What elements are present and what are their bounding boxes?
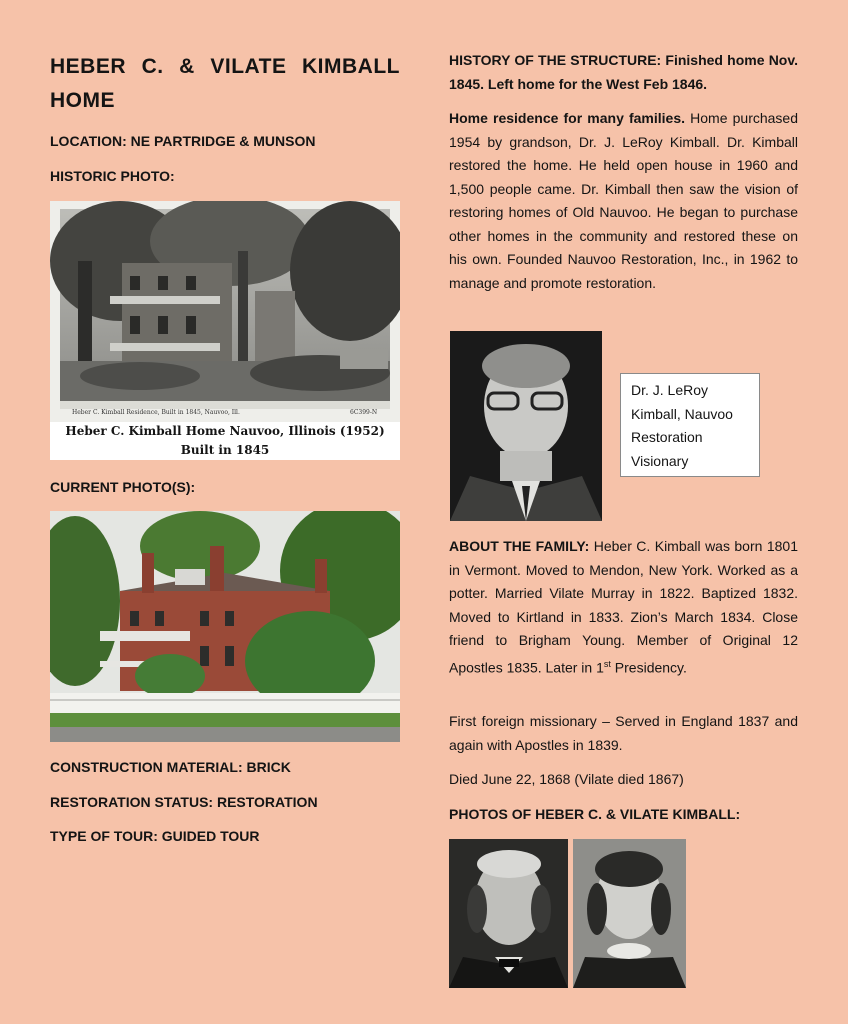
location-label: LOCATION: NE PARTRIDGE & MUNSON [50,133,316,149]
restoration-status: RESTORATION STATUS: RESTORATION [50,794,318,810]
historic-caption-line1: Heber C. Kimball Home Nauvoo, Illinois (1952) [65,424,385,438]
historic-caption-line2: Built in 1845 [180,443,270,457]
tour-type: TYPE OF TOUR: GUIDED TOUR [50,828,260,844]
historic-photo-caption [50,422,400,460]
residence-lead: Home residence for many families. [449,110,686,126]
residence-text: Home purchased 1954 by grandson, Dr. J. LeRoy Kimball. Dr. Kimball restored the home. He held open house in 1960 and 1,500 people came. Dr. Kimball then saw the vision of restoring homes of Old Nauvoo. He began to purchase other homes in the community and restored these on his own. Founded Nauvoo Restoration, Inc., in 1962 to manage and promote restoration. [449,110,798,291]
family-text: Heber C. Kimball was born 1801 in Vermont. Moved to Mendon, New York. Worked as a potter. Married Vilate Murray in 1822. Baptized 1832. Moved to Kirtland in 1833. Zion’s March 1834. Close friend to Brigham Young. Member of Original 12 Apostles 1835. Later in 1 [449,538,798,676]
missionary-paragraph: First foreign missionary – Served in England 1837 and again with Apostles in 1839. [449,713,798,753]
residence-paragraph [449,107,798,295]
historic-photo [50,201,400,422]
family-sup: st [603,658,611,669]
postcard-code: 6C399-N [350,409,378,416]
family-end: Presidency. [610,659,687,676]
current-photo-label: CURRENT PHOTO(S): [50,479,196,495]
history-of-structure: HISTORY OF THE STRUCTURE: Finished home Nov. 1845. Left home for the West Feb 1846. [449,52,798,92]
photos-label: PHOTOS OF HEBER C. & VILATE KIMBALL: [449,806,741,822]
heber-kimball-portrait [449,839,568,988]
page-title: HEBER C. & VILATE KIMBALL HOME [50,55,400,112]
family-paragraph [449,535,798,680]
portrait-caption: Dr. J. LeRoy Kimball, Nauvoo Restoration Visionary [620,373,760,477]
leroy-kimball-portrait [450,331,602,521]
family-lead: ABOUT THE FAMILY: [449,538,590,554]
current-photo [50,511,400,742]
historic-photo-label: HISTORIC PHOTO: [50,168,175,184]
postcard-inscription: Heber C. Kimball Residence, Built in 1845, Nauvoo, Ill. [72,409,240,416]
died-paragraph: Died June 22, 1868 (Vilate died 1867) [449,771,684,787]
construction-material: CONSTRUCTION MATERIAL: BRICK [50,759,291,775]
vilate-kimball-portrait [573,839,686,988]
